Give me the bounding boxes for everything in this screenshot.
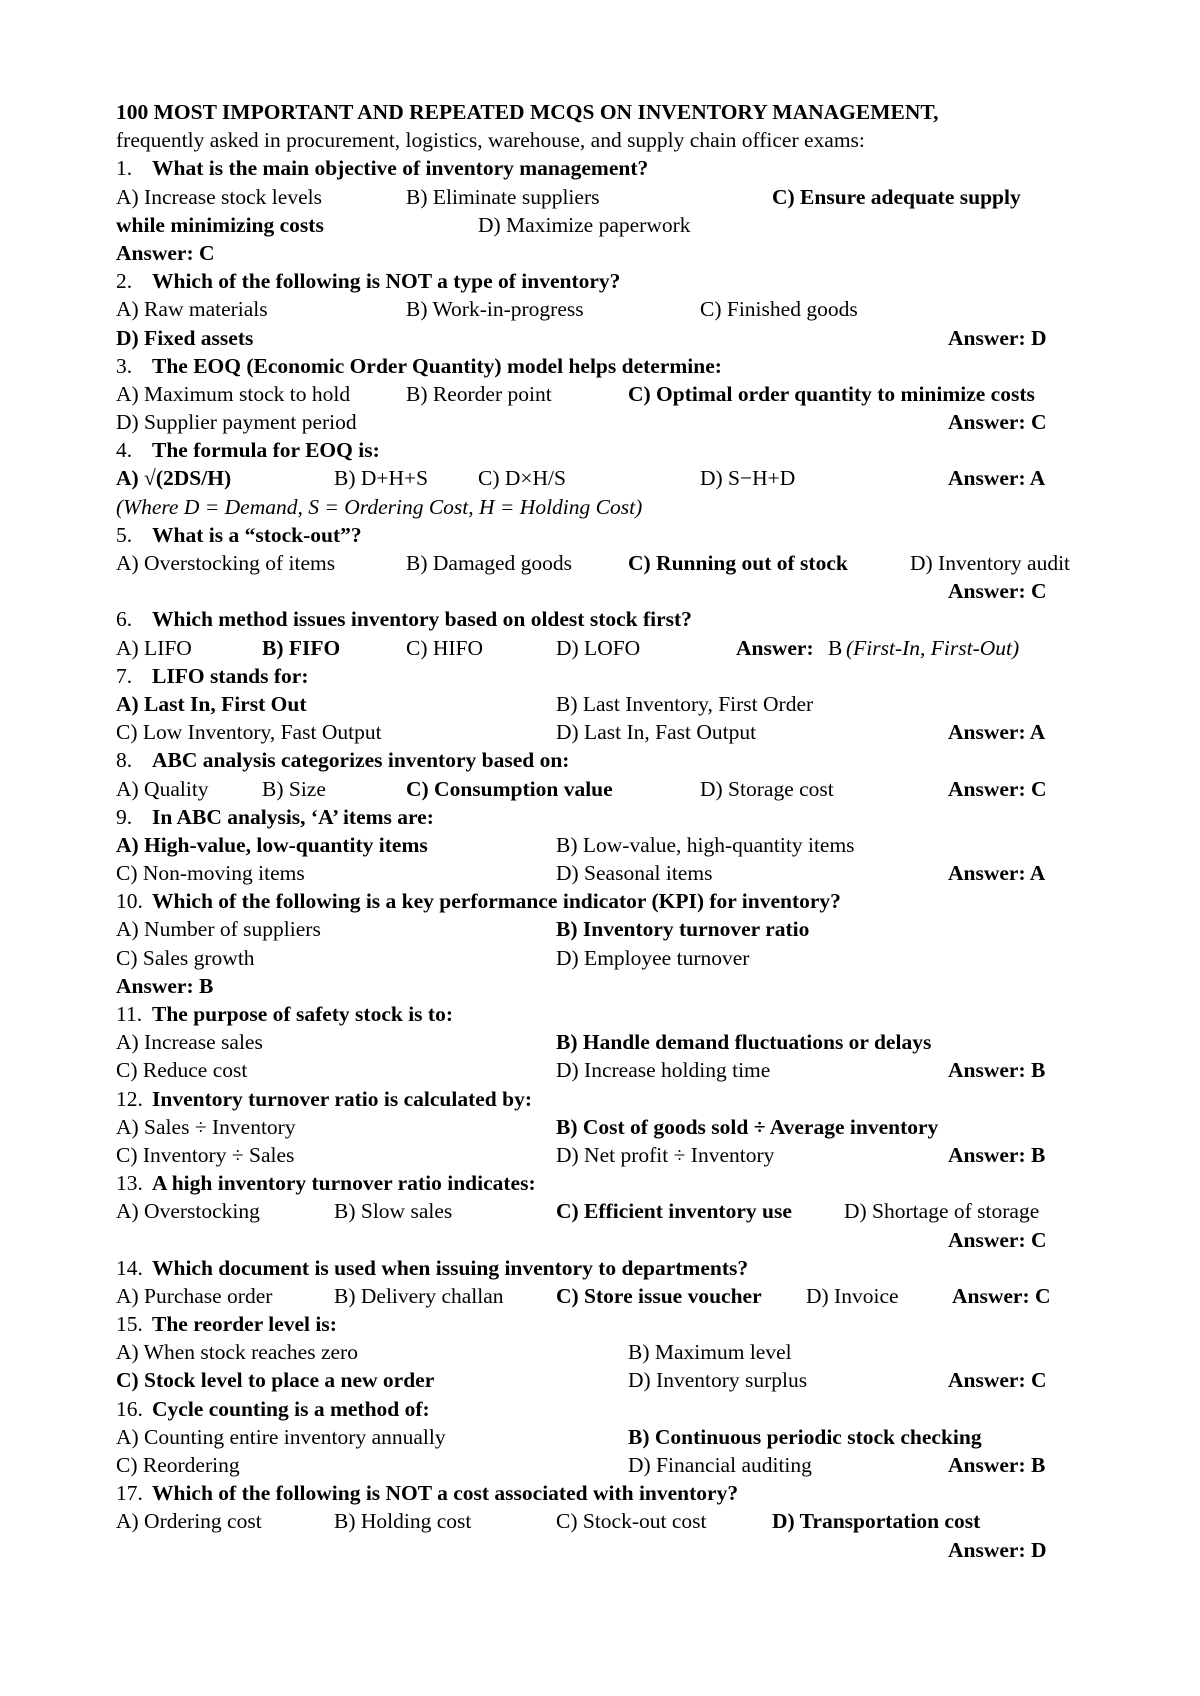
text-line	[116, 464, 1106, 492]
text-segment: Answer: A	[948, 861, 1046, 886]
text-line	[116, 1113, 1106, 1141]
text-segment: B) Cost of goods sold ÷ Average inventory	[556, 1114, 939, 1139]
text-segment: A) When stock reaches zero	[116, 1340, 358, 1365]
text-segment: (First-In, First-Out)	[846, 635, 1020, 660]
text-line	[116, 1310, 1106, 1338]
text-segment: 1.	[116, 156, 133, 181]
document-body	[116, 98, 1106, 1564]
text-segment: B) Reorder point	[406, 381, 552, 406]
text-line	[116, 211, 1106, 239]
text-segment: 5.	[116, 522, 133, 547]
text-line	[116, 1169, 1106, 1197]
text-line	[116, 183, 1106, 211]
text-segment: D) Fixed assets	[116, 325, 254, 350]
text-line	[116, 324, 1106, 352]
text-segment: C) Optimal order quantity to minimize costs	[628, 381, 1035, 406]
text-segment: Answer: C	[116, 240, 215, 265]
text-segment: (Where D = Demand, S = Ordering Cost, H = Holding Cost)	[116, 494, 643, 519]
text-line	[116, 1366, 1106, 1394]
text-segment: C) Ensure adequate supply	[772, 184, 1021, 209]
text-segment: C) Reduce cost	[116, 1058, 248, 1083]
text-segment: A) Overstocking	[116, 1199, 260, 1224]
text-segment: 14.	[116, 1255, 143, 1280]
text-segment: Answer: B	[948, 1142, 1046, 1167]
text-segment: B	[828, 635, 843, 660]
text-segment: C) Store issue voucher	[556, 1283, 762, 1308]
text-segment: C) D×H/S	[478, 466, 566, 491]
text-line	[116, 746, 1106, 774]
text-segment: The formula for EOQ is:	[152, 438, 380, 463]
text-segment: D) Transportation cost	[772, 1509, 981, 1534]
text-segment: Which method issues inventory based on oldest stock first?	[152, 607, 692, 632]
text-line	[116, 662, 1106, 690]
text-line	[116, 1423, 1106, 1451]
text-segment: D) Inventory audit	[910, 551, 1071, 575]
text-segment: D) Seasonal items	[556, 861, 713, 886]
text-line	[116, 1395, 1106, 1423]
text-line	[116, 549, 1106, 577]
text-segment: 2.	[116, 269, 133, 294]
text-line	[116, 380, 1106, 408]
text-line	[116, 1479, 1106, 1507]
text-segment: 12.	[116, 1086, 143, 1111]
text-line	[116, 1451, 1106, 1479]
text-segment: Answer: D	[948, 1537, 1047, 1562]
text-line	[116, 493, 1106, 521]
text-line	[116, 577, 1106, 605]
text-line	[116, 239, 1106, 267]
text-segment: A) Purchase order	[116, 1283, 273, 1308]
text-line	[116, 1141, 1106, 1169]
text-segment: Answer:	[736, 635, 814, 660]
text-line	[116, 803, 1106, 831]
text-line	[116, 267, 1106, 295]
text-segment: B) D+H+S	[334, 466, 429, 491]
text-segment: C) Finished goods	[700, 297, 858, 322]
text-segment: A) Sales ÷ Inventory	[116, 1114, 296, 1139]
text-segment: A) √(2DS/H)	[116, 466, 232, 491]
text-segment: ABC analysis categorizes inventory based on:	[152, 748, 570, 773]
text-segment: Inventory turnover ratio is calculated by:	[152, 1086, 532, 1111]
text-segment: What is the main objective of inventory management?	[152, 156, 649, 181]
text-segment: 3.	[116, 353, 133, 378]
text-segment: D) Employee turnover	[556, 945, 750, 970]
text-line	[116, 915, 1106, 943]
text-segment: B) Last Inventory, First Order	[556, 691, 814, 716]
text-segment: B) Eliminate suppliers	[406, 184, 600, 209]
text-segment: 13.	[116, 1171, 143, 1196]
text-line	[116, 352, 1106, 380]
text-segment: Which of the following is NOT a type of inventory?	[152, 269, 621, 294]
text-segment: B) Continuous periodic stock checking	[628, 1424, 982, 1449]
text-line	[116, 295, 1106, 323]
text-segment: C) Reordering	[116, 1453, 240, 1477]
text-segment: B) Size	[262, 776, 326, 801]
text-segment: B) Handle demand fluctuations or delays	[556, 1030, 932, 1055]
text-segment: D) Increase holding time	[556, 1058, 771, 1083]
text-line	[116, 1254, 1106, 1282]
text-segment: D) Last In, Fast Output	[556, 720, 757, 745]
text-segment: Cycle counting is a method of:	[152, 1396, 430, 1421]
text-segment: B) Low-value, high-quantity items	[556, 832, 855, 857]
text-segment: B) Slow sales	[334, 1199, 453, 1224]
text-segment: A) Ordering cost	[116, 1509, 262, 1534]
text-segment: B) Inventory turnover ratio	[556, 917, 810, 942]
text-segment: B) Work-in-progress	[406, 297, 584, 322]
text-segment: Answer: B	[948, 1453, 1046, 1477]
text-segment: The EOQ (Economic Order Quantity) model helps determine:	[152, 353, 722, 378]
text-line	[116, 887, 1106, 915]
text-line	[116, 605, 1106, 633]
document-subtitle	[116, 126, 1106, 154]
text-segment: C) Running out of stock	[628, 551, 848, 575]
text-segment: D) S−H+D	[700, 466, 796, 491]
text-segment: B) Delivery challan	[334, 1283, 504, 1308]
text-segment: 10.	[116, 889, 143, 914]
text-segment: Answer: B	[948, 1058, 1046, 1083]
text-segment: Answer: A	[948, 720, 1046, 745]
text-segment: D) Financial auditing	[628, 1453, 812, 1477]
text-segment: A) Number of suppliers	[116, 917, 321, 942]
text-segment: What is a “stock-out”?	[152, 522, 362, 547]
text-segment: 4.	[116, 438, 133, 463]
text-segment: D) Inventory surplus	[628, 1368, 808, 1393]
text-segment: A) Increase sales	[116, 1030, 263, 1055]
text-line	[116, 1226, 1106, 1254]
text-segment: 7.	[116, 663, 133, 688]
text-segment: Answer: C	[948, 579, 1047, 604]
text-segment: LIFO stands for:	[152, 663, 309, 688]
text-segment: frequently asked in procurement, logistics, warehouse, and supply chain officer exams:	[116, 128, 865, 153]
text-segment: D) Net profit ÷ Inventory	[556, 1142, 775, 1167]
text-line	[116, 436, 1106, 464]
text-line	[116, 831, 1106, 859]
text-segment: Answer: C	[952, 1283, 1051, 1308]
text-line	[116, 1338, 1106, 1366]
text-line	[116, 1056, 1106, 1084]
text-segment: The reorder level is:	[152, 1312, 337, 1337]
text-segment: Answer: C	[948, 1368, 1047, 1393]
text-segment: 9.	[116, 804, 133, 829]
text-segment: Answer: A	[948, 466, 1046, 491]
text-segment: while minimizing costs	[116, 212, 324, 237]
text-segment: 16.	[116, 1396, 143, 1421]
text-line	[116, 634, 1106, 662]
text-line	[116, 154, 1106, 182]
text-segment: The purpose of safety stock is to:	[152, 1002, 453, 1026]
text-segment: D) LOFO	[556, 635, 641, 660]
text-segment: Answer: C	[948, 1227, 1047, 1252]
text-line	[116, 1536, 1106, 1564]
text-segment: B) Maximum level	[628, 1340, 792, 1365]
text-line	[116, 1282, 1106, 1310]
text-segment: C) Stock-out cost	[556, 1509, 707, 1534]
text-segment: 11.	[116, 1002, 143, 1026]
text-segment: D) Invoice	[806, 1283, 899, 1308]
text-segment: In ABC analysis, ‘A’ items are:	[152, 804, 434, 829]
text-segment: B) Holding cost	[334, 1509, 472, 1534]
text-segment: Which of the following is NOT a cost associated with inventory?	[152, 1481, 739, 1506]
text-segment: C) Efficient inventory use	[556, 1199, 792, 1224]
text-line	[116, 972, 1106, 1000]
text-line	[116, 859, 1106, 887]
document-title	[116, 98, 1106, 126]
text-segment: C) Non-moving items	[116, 861, 305, 886]
text-segment: A) High-value, low-quantity items	[116, 832, 428, 857]
text-segment: A) Increase stock levels	[116, 184, 322, 209]
text-segment: C) HIFO	[406, 635, 484, 660]
text-segment: D) Supplier payment period	[116, 410, 357, 435]
text-segment: A) Counting entire inventory annually	[116, 1424, 446, 1449]
text-segment: Answer: D	[948, 325, 1047, 350]
text-segment: D) Storage cost	[700, 776, 834, 801]
text-segment: A) Maximum stock to hold	[116, 381, 351, 406]
text-segment: C) Consumption value	[406, 776, 613, 801]
text-segment: Which of the following is a key performance indicator (KPI) for inventory?	[152, 889, 841, 914]
text-segment: 17.	[116, 1481, 143, 1506]
text-segment: Answer: B	[116, 973, 214, 998]
text-segment: Answer: C	[948, 410, 1047, 435]
text-segment: D) Maximize paperwork	[478, 212, 691, 237]
text-segment: B) FIFO	[262, 635, 341, 660]
text-segment: 100 MOST IMPORTANT AND REPEATED MCQS ON INVENTORY MANAGEMENT,	[116, 100, 939, 124]
text-line	[116, 1085, 1106, 1113]
text-segment: Which document is used when issuing inventory to departments?	[152, 1255, 749, 1280]
text-segment: C) Low Inventory, Fast Output	[116, 720, 382, 745]
text-line	[116, 1028, 1106, 1056]
text-line	[116, 1507, 1106, 1535]
text-segment: A) Overstocking of items	[116, 551, 336, 575]
text-line	[116, 521, 1106, 549]
text-line	[116, 944, 1106, 972]
text-segment: A) LIFO	[116, 635, 192, 660]
text-segment: C) Inventory ÷ Sales	[116, 1142, 295, 1167]
text-segment: A) Raw materials	[116, 297, 268, 322]
text-segment: B) Damaged goods	[406, 551, 572, 575]
text-segment: C) Sales growth	[116, 945, 255, 970]
text-line	[116, 1197, 1106, 1225]
text-line	[116, 408, 1106, 436]
text-line	[116, 775, 1106, 803]
text-line	[116, 1000, 1106, 1028]
text-segment: 8.	[116, 748, 133, 773]
text-segment: Answer: C	[948, 776, 1047, 801]
text-segment: C) Stock level to place a new order	[116, 1368, 435, 1393]
text-segment: D) Shortage of storage	[844, 1199, 1040, 1224]
text-segment: A) Last In, First Out	[116, 691, 307, 716]
text-segment: A high inventory turnover ratio indicates:	[152, 1171, 536, 1196]
text-segment: 6.	[116, 607, 133, 632]
text-line	[116, 690, 1106, 718]
text-segment: 15.	[116, 1312, 143, 1337]
text-line	[116, 718, 1106, 746]
text-segment: A) Quality	[116, 776, 209, 801]
